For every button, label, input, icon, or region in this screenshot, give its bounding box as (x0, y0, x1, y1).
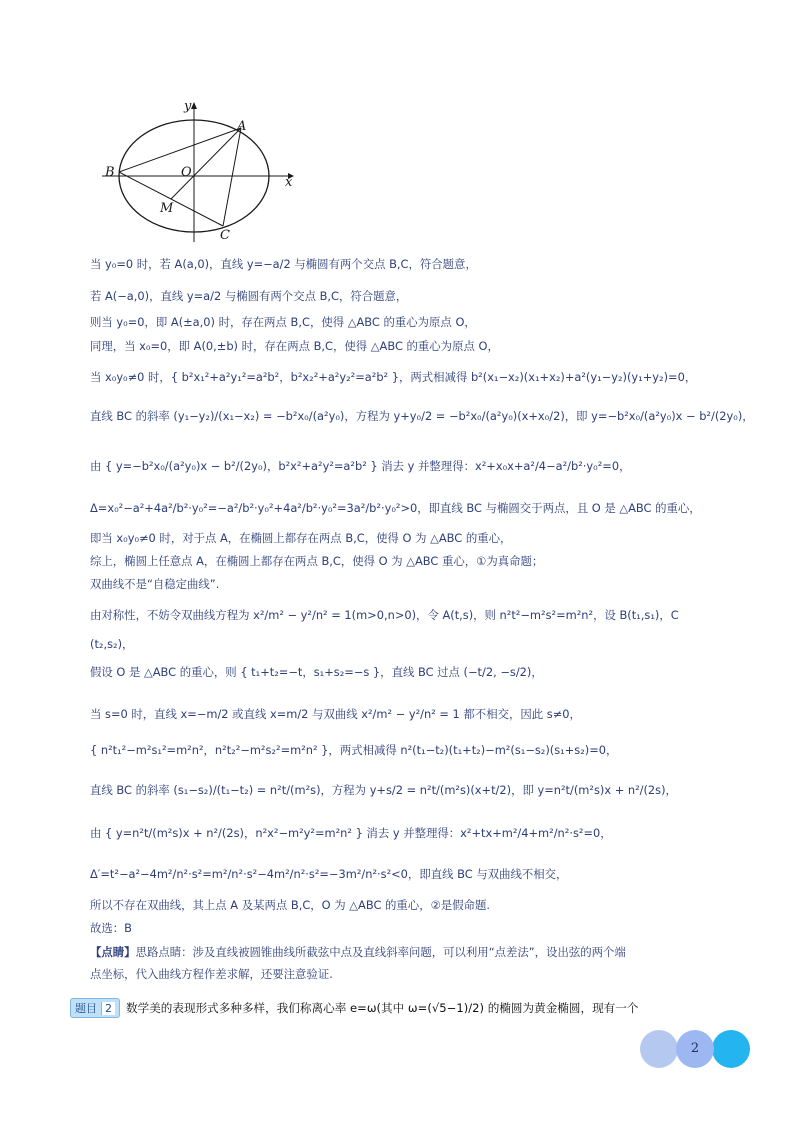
solution-line: 直线 BC 的斜率 (s₁−s₂)/(t₁−t₂) = n²t/(m²s)，方程为 y+s/2 = n²t/(m²s)(x+t/2)，即 y=n²t/(m²s)x + n²/(2s)， (90, 783, 677, 797)
problem-tag-label: 题目 (75, 1002, 97, 1015)
solution-line: 由 { y=n²t/(m²s)x + n²/(2s)，n²x²−m²y²=m²n² } 消去 y 并整理得：x²+tx+m²/4+m²/n²·s²=0， (90, 826, 612, 840)
solution-line: 若 A(−a,0)，直线 y=a/2 与椭圆有两个交点 B,C，符合题意， (90, 289, 408, 303)
segment-ba (119, 128, 241, 172)
label-y: y (184, 99, 192, 114)
decor-circle-left (640, 1030, 678, 1068)
solution-line: 综上，椭圆上任意点 A，在椭圆上都存在两点 B,C，使得 O 为 △ABC 重心，①为真命题； (90, 554, 544, 568)
solution-line: 由 { y=−b²x₀/(a²y₀)x − b²/(2y₀)，b²x²+a²y²=a²b² } 消去 y 并整理得：x²+x₀x+a²/4−a²/b²·y₀²=0， (90, 459, 631, 473)
solution-line: 由对称性，不妨令双曲线方程为 x²/m² − y²/n² = 1(m>0,n>0)，令 A(t,s)，则 n²t²−m²s²=m²n²，设 B(t₁,s₁)，C (90, 608, 679, 622)
problem-header (70, 996, 638, 1020)
solution-line: 所以不存在双曲线，其上点 A 及某两点 B,C，O 为 △ABC 的重心，②是假命题. (90, 898, 490, 912)
solution-line: 故选：B (90, 921, 132, 935)
median-am (171, 128, 241, 199)
label-o: O (181, 165, 192, 180)
solution-line: (t₂,s₂)， (90, 637, 134, 651)
solution-line: 假设 O 是 △ABC 的重心，则 { t₁+t₂=−t，s₁+s₂=−s }，直线 BC 过点 (−t/2, −s/2)， (90, 665, 543, 679)
tip-tag: 【点睛】 (90, 945, 136, 959)
solution-line: 则当 y₀=0，即 A(±a,0) 时，存在两点 B,C，使得 △ABC 的重心为原点 O， (90, 315, 476, 329)
ellipse-figure (98, 96, 298, 244)
label-m: M (160, 201, 174, 216)
solution-line: 当 s=0 时，直线 x=−m/2 或直线 x=m/2 与双曲线 x²/m² − y²/n² = 1 都不相交，因此 s≠0， (90, 707, 581, 721)
tip-line-1 (90, 944, 626, 960)
segment-ac (223, 128, 241, 226)
ellipse-diagram (98, 96, 298, 244)
problem-tag (70, 998, 120, 1018)
solution-line: 同理，当 x₀=0，即 A(0,±b) 时，存在两点 B,C，使得 △ABC 的重心为原点 O， (90, 339, 499, 353)
label-a: A (237, 119, 247, 134)
solution-line: 直线 BC 的斜率 (y₁−y₂)/(x₁−x₂) = −b²x₀/(a²y₀)，方程为 y+y₀/2 = −b²x₀/(a²y₀)(x+x₀/2)，即 y=−b²x₀/(a²y₀)x − b²/(2y₀)， (90, 409, 754, 423)
page-indicator (640, 1030, 752, 1068)
page-number: 2 (690, 1041, 700, 1056)
problem-text: 数学美的表现形式多种多样，我们称离心率 e=ω(其中 ω=(√5−1)/2) 的椭圆为黄金椭圆，现有一个 (126, 1001, 639, 1015)
problem-number: 2 (101, 1002, 115, 1015)
solution-line: 当 x₀y₀≠0 时，{ b²x₁²+a²y₁²=a²b²，b²x₂²+a²y₂²=a²b² }，两式相减得 b²(x₁−x₂)(x₁+x₂)+a²(y₁−y₂)(y₁+y₂)=0， (90, 370, 697, 384)
solution-line: Δ′=t²−a²−4m²/n²·s²=m²/n²·s²−4m²/n²·s²=−3m²/n²·s²<0，即直线 BC 与双曲线不相交， (90, 867, 568, 881)
solution-line: 当 y₀=0 时，若 A(a,0)，直线 y=−a/2 与椭圆有两个交点 B,C，符合题意， (90, 257, 477, 271)
label-c: C (220, 228, 230, 243)
solution-line: 即当 x₀y₀≠0 时，对于点 A，在椭圆上都存在两点 B,C，使得 O 为 △ABC 的重心， (90, 531, 512, 545)
solution-line: { n²t₁²−m²s₁²=m²n²，n²t₂²−m²s₂²=m²n² }，两式相减得 n²(t₁−t₂)(t₁+t₂)−m²(s₁−s₂)(s₁+s₂)=0， (90, 743, 618, 757)
solution-line: 双曲线不是“自稳定曲线”. (90, 577, 220, 591)
label-x: x (285, 175, 293, 190)
decor-circle-right (712, 1030, 750, 1068)
tip-line-2: 点坐标，代入曲线方程作差求解，还要注意验证. (90, 967, 333, 981)
tip-text-1: 思路点睛：涉及直线被圆锥曲线所截弦中点及直线斜率问题，可以利用“点差法”，设出弦的两个端 (135, 945, 626, 959)
y-axis-arrow (191, 102, 197, 109)
solution-line: Δ=x₀²−a²+4a²/b²·y₀²=−a²/b²·y₀²+4a²/b²·y₀²=3a²/b²·y₀²>0，即直线 BC 与椭圆交于两点，且 O 是 △ABC 的重心， (90, 501, 701, 515)
label-b: B (105, 165, 115, 180)
